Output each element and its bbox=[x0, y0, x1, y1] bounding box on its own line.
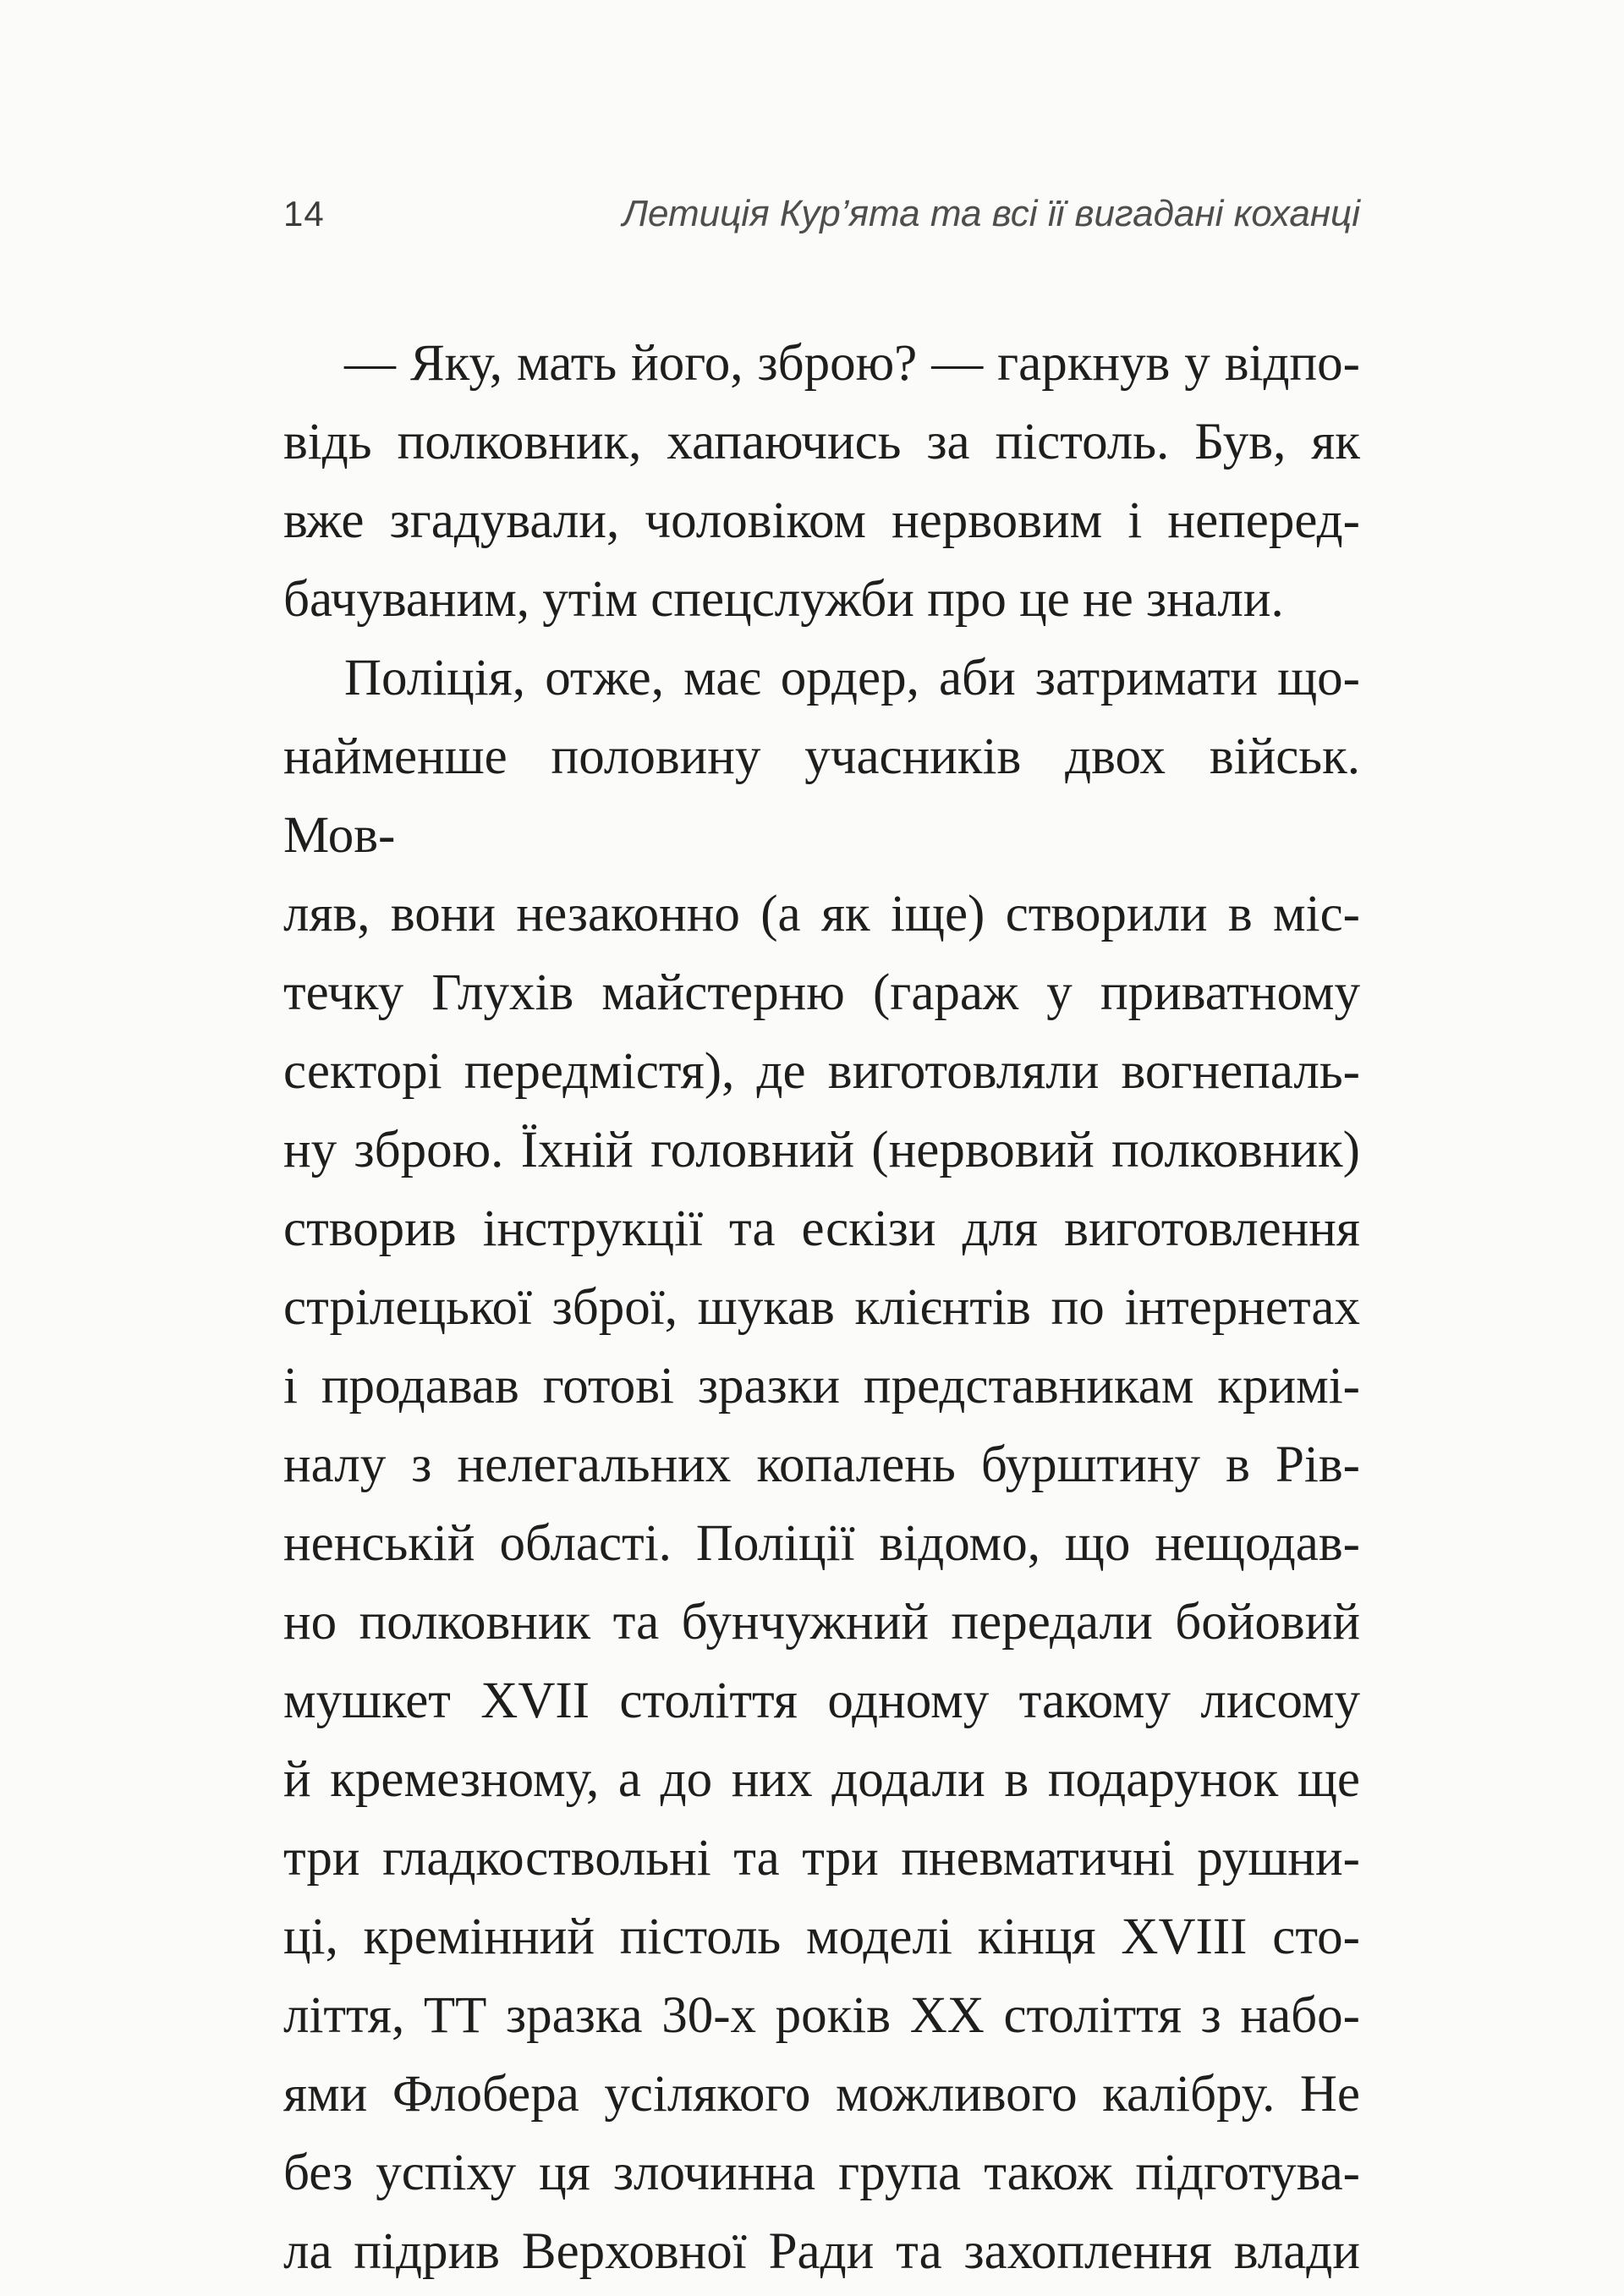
text-line: три гладкоствольні та три пневматичні рушни- bbox=[283, 1830, 1360, 1887]
text-line: без успіху ця злочинна група також підготува- bbox=[283, 2145, 1360, 2201]
text-line: ці, кремінний пістоль моделі кінця XVIII сто- bbox=[283, 1909, 1360, 1965]
text-line: відь полковник, хапаючись за пістоль. Був, як bbox=[283, 414, 1360, 470]
text-line: налу з нелегальних копалень бурштину в Рів- bbox=[283, 1436, 1360, 1493]
text-line: найменше половину учасників двох військ. Мов- bbox=[283, 728, 1360, 864]
text-line: ну зброю. Їхній головний (нервовий полковник) bbox=[283, 1122, 1360, 1178]
text-line: вже згадували, чоловіком нервовим і неперед- bbox=[283, 492, 1360, 549]
text-line: ями Флобера усілякого можливого калібру. Не bbox=[283, 2066, 1360, 2123]
text-line: ліття, ТТ зразка 30-х років XX століття з набо- bbox=[283, 1987, 1360, 2044]
text-line: но полковник та бунчужний передали бойовий bbox=[283, 1594, 1360, 1651]
paragraph bbox=[283, 324, 1360, 639]
text-line: — Яку, мать його, зброю? — гаркнув у відпо- bbox=[344, 335, 1360, 392]
text-line: і продавав готові зразки представникам кримі- bbox=[283, 1358, 1360, 1414]
text-line: ненській області. Поліції відомо, що нещодав- bbox=[283, 1515, 1360, 1572]
text-line: ляв, вони незаконно (а як іще) створили в міс- bbox=[283, 886, 1360, 942]
text-line: стрілецької зброї, шукав клієнтів по інтернетах bbox=[283, 1279, 1360, 1336]
text-line: секторі передмістя), де виготовляли вогнепаль- bbox=[283, 1043, 1360, 1100]
text-line: ла підрив Верховної Ради та захоплення влади bbox=[283, 2223, 1360, 2280]
text-line: й кремезному, а до них додали в подарунок ще bbox=[283, 1751, 1360, 1808]
page-number: 14 bbox=[283, 194, 325, 233]
text-line: бачуваним, утім спецслужби про це не знали. bbox=[283, 571, 1284, 628]
paragraph bbox=[283, 639, 1360, 2291]
text-line: мушкет XVII століття одному такому лисому bbox=[283, 1673, 1360, 1729]
text-line: Поліція, отже, має ордер, аби затримати що- bbox=[344, 650, 1360, 706]
body-text bbox=[283, 324, 1360, 2291]
running-header-title: Летиція Кур’ята та всі її вигадані коханці bbox=[622, 193, 1360, 234]
page-header bbox=[283, 193, 1360, 235]
text-line: течку Глухів майстерню (гараж у приватному bbox=[283, 964, 1360, 1021]
text-line: створив інструкції та ескізи для виготовлення bbox=[283, 1200, 1360, 1257]
